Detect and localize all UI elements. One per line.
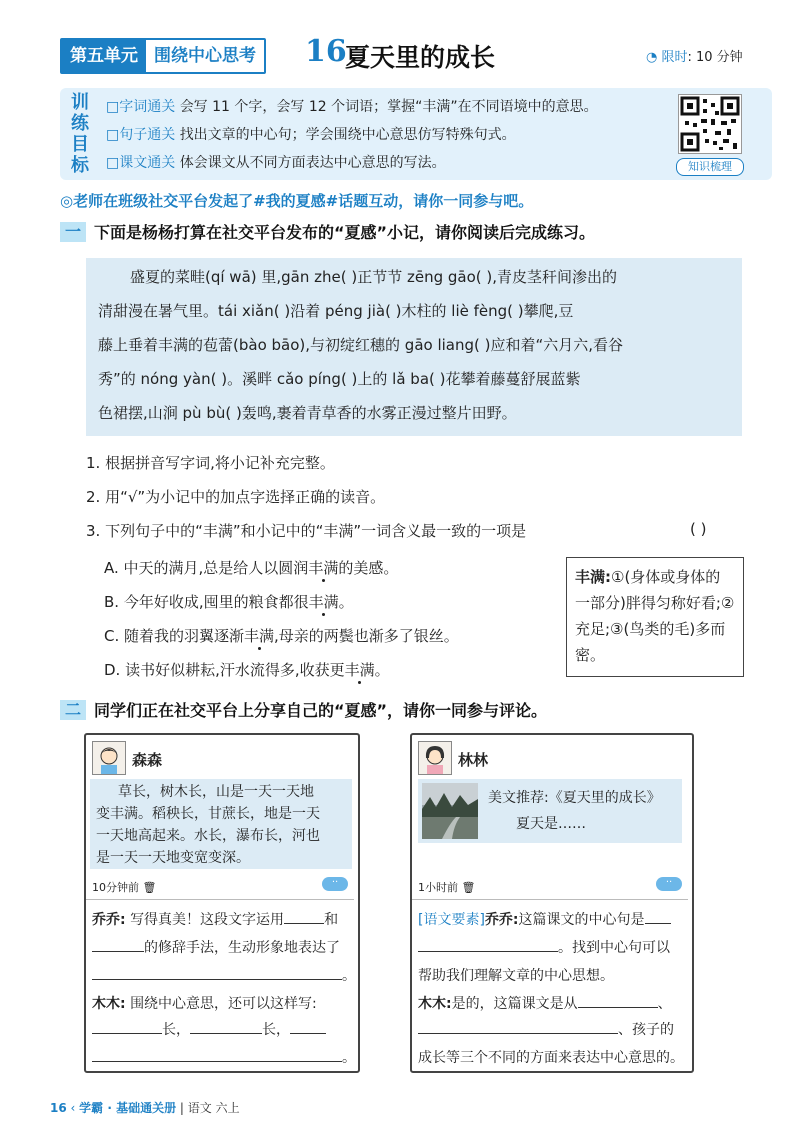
blank[interactable] [290, 1033, 326, 1034]
section-2-heading [60, 698, 547, 721]
divider [412, 899, 688, 900]
page-footer [50, 1099, 240, 1116]
comment-line: 成长等三个不同的方面来表达中心意思的。 [418, 1050, 684, 1066]
comment-text: 是的，这篇课文是从 [451, 996, 578, 1012]
goal-text: 会写 11 个字，会写 12 个词语；掌握“丰满”在不同语境中的意思。 [179, 99, 598, 115]
post-content [90, 779, 352, 869]
option-text: D. 读书好似耕耘,汗水流得多,收获更 [104, 661, 345, 679]
comment-text: 。 [342, 968, 356, 984]
book-title: 学霸 · 基础通关册 [79, 1101, 177, 1115]
commenter-name: 乔乔: [92, 912, 126, 928]
comment-line [92, 965, 356, 985]
divider [86, 899, 354, 900]
passage-line: 秀”的 nóng yàn( )。溪畔 cǎo píng( )上的 lǎ ba( )花攀着藤蔓舒展蓝紫 [98, 370, 581, 388]
comment-text: 。 [342, 1050, 356, 1066]
page-arrow-icon: ‹ [70, 1101, 76, 1115]
comment-text: 、 [657, 996, 672, 1012]
comment-qiaoqiao [92, 909, 338, 929]
goal-sentences [106, 124, 516, 144]
username: 林林 [458, 751, 489, 769]
comment-text: 和 [324, 912, 339, 928]
trash-icon[interactable]: 🗑 [461, 881, 476, 894]
comment-mumu [92, 993, 317, 1013]
blank[interactable] [92, 951, 144, 952]
time-text: 10分钟前 [92, 881, 139, 894]
time-text: 1小时前 [418, 881, 458, 894]
comment-line [418, 937, 670, 957]
option-text: 的美感。 [338, 559, 399, 577]
option-text: C. 随着我的羽翼逐渐 [104, 627, 245, 645]
comment-line: 帮助我们理解文章的中心思想。 [418, 968, 614, 984]
answer-paren[interactable]: ( ) [690, 520, 707, 538]
more-button[interactable]: ·· [656, 877, 682, 891]
blank[interactable] [92, 1033, 162, 1034]
goal-text-comprehension [106, 152, 446, 172]
username: 森森 [132, 751, 163, 769]
goal-words [106, 96, 598, 116]
definition-box [566, 557, 744, 677]
option-c[interactable] [104, 625, 459, 646]
comment-line [92, 1047, 356, 1067]
comment-text: 、孩子的 [618, 1022, 674, 1038]
option-d[interactable] [104, 659, 390, 680]
commenter-name: 木木: [418, 996, 452, 1012]
blank[interactable] [418, 951, 558, 952]
time-limit-label: 限时 [661, 50, 688, 65]
section-number: 一 [60, 222, 86, 242]
passage-box [86, 258, 742, 436]
blank[interactable] [284, 923, 324, 924]
comment-line [92, 1019, 326, 1039]
option-keyword: 丰满 [308, 559, 339, 577]
knowledge-review-label[interactable]: 知识梳理 [676, 158, 744, 176]
recommendation-title: 美文推荐:《夏天里的成长》 [488, 790, 661, 806]
blank[interactable] [418, 1033, 618, 1034]
option-text: B. 今年好收成,囤里的粮食都很 [104, 593, 309, 611]
option-text: 。 [338, 593, 354, 611]
passage-line: 盛夏的菜畦(qí wā) 里,gān zhe( )正节节 zēng gāo( ),青皮茎秆间渗出的 [130, 268, 618, 286]
passage-line: 藤上垂着丰满的苞蕾(bào bāo),与初绽红穗的 gāo liang( )应和着“六月六,看谷 [98, 336, 624, 354]
question-3: 3. 下列句子中的“丰满”和小记中的“丰满”一词含义最一致的一项是 [86, 522, 527, 540]
comment-text: 。找到中心句可以 [558, 940, 670, 956]
unit-label: 第五单元 [62, 40, 146, 72]
lesson-number: 16 [305, 34, 347, 69]
more-button[interactable]: ·· [322, 877, 348, 891]
passage-line: 清甜漫在暑气里。tái xiǎn( )沿着 péng jià( )木柱的 liè fèng( )攀爬,豆 [98, 302, 574, 320]
post-line: 变丰满。稻秧长，甘蔗长，地是一天 [96, 806, 320, 822]
comment-text: 长， [162, 1022, 190, 1038]
lesson-title: 夏天里的成长 [345, 43, 496, 72]
unit-banner [60, 38, 266, 74]
recommendation-excerpt: 夏天是…… [516, 816, 586, 832]
option-a[interactable] [104, 557, 398, 578]
question-1: 1. 根据拼音写字词,将小记补充完整。 [86, 454, 335, 472]
post-card-sensen [84, 733, 360, 1073]
time-limit [646, 46, 743, 65]
blank[interactable] [190, 1033, 262, 1034]
element-tag: [语文要素] [418, 912, 485, 928]
comment-line [92, 937, 340, 957]
time-limit-value: : 10 分钟 [687, 50, 743, 65]
post-time [92, 879, 156, 895]
comment-mumu [418, 993, 672, 1013]
invite-text: ◎老师在班级社交平台发起了#我的夏感#话题互动，请你一同参与吧。 [60, 192, 534, 210]
blank[interactable] [645, 923, 671, 924]
avatar [418, 741, 452, 775]
goal-tag[interactable]: □课文通关 [106, 155, 176, 171]
section-title: 下面是杨杨打算在社交平台发布的“夏感”小记，请你阅读后完成练习。 [94, 223, 596, 242]
definition-term: 丰满: [575, 568, 611, 586]
post-card-linlin [410, 733, 694, 1073]
goals-label-char: 目 [71, 134, 89, 155]
post-line: 是一天一天地变宽变深。 [96, 850, 250, 866]
goal-text: 找出文章的中心句；学会围绕中心意思仿写特殊句式。 [179, 127, 516, 143]
comment-text: 的修辞手法，生动形象地表达了 [144, 940, 340, 956]
page-number: 16 [50, 1101, 67, 1115]
option-b[interactable] [104, 591, 354, 612]
option-keyword: 丰满 [308, 593, 339, 611]
goal-tag[interactable]: □字词通关 [106, 99, 176, 115]
option-text: ,母亲的两鬓也渐多了银丝。 [274, 627, 459, 645]
landscape-image [422, 783, 478, 839]
topic-label: 围绕中心思考 [146, 40, 264, 72]
avatar [92, 741, 126, 775]
option-keyword: 丰满 [344, 661, 375, 679]
footer-separator: | [179, 1101, 184, 1115]
definition-text: ①(身体或身体的一部分)胖得匀称好看;②充足;③(鸟类的毛)多而密。 [575, 568, 735, 664]
goals-label-char: 标 [71, 155, 89, 176]
blank[interactable] [578, 1007, 658, 1008]
goal-text: 体会课文从不同方面表达中心意思的写法。 [179, 155, 446, 171]
blank[interactable] [92, 1061, 342, 1062]
comment-text: 长， [262, 1022, 290, 1038]
commenter-name: 乔乔: [484, 912, 519, 928]
section-number: 二 [60, 700, 86, 720]
question-2: 2. 用“√”为小记中的加点字选择正确的读音。 [86, 488, 386, 506]
goals-label-char: 练 [71, 113, 89, 134]
training-goals-box [60, 88, 772, 180]
section-1-heading [60, 220, 595, 243]
subject-grade: 语文 六上 [187, 1101, 240, 1115]
comment-text: 写得真美！这段文字运用 [130, 912, 285, 928]
comment-text: 这篇课文的中心句是 [518, 912, 645, 928]
comment-text: 围绕中心意思，还可以这样写: [130, 996, 317, 1012]
blank[interactable] [92, 979, 342, 980]
goal-tag[interactable]: □句子通关 [106, 127, 176, 143]
post-time [418, 879, 475, 895]
goals-label [68, 92, 92, 176]
comment-qiaoqiao [418, 909, 671, 929]
section-title: 同学们正在社交平台上分享自己的“夏感”，请你一同参与评论。 [94, 701, 548, 720]
option-keyword: 丰满 [244, 627, 275, 645]
trash-icon[interactable]: 🗑 [142, 881, 157, 894]
option-text: A. 中天的满月,总是给人以圆润 [104, 559, 309, 577]
comment-line [418, 1019, 674, 1039]
qr-code-icon[interactable] [678, 94, 742, 154]
option-text: 。 [374, 661, 390, 679]
commenter-name: 木木: [92, 996, 126, 1012]
clock-icon: ◔ [646, 50, 658, 65]
post-line: 草长，树木长，山是一天一天地 [118, 784, 314, 800]
goals-label-char: 训 [71, 92, 89, 113]
post-line: 一天地高起来。水长，瀑布长，河也 [96, 828, 320, 844]
recommendation-box[interactable] [418, 779, 682, 843]
passage-line: 色裙摆,山涧 pù bù( )轰鸣,裹着青草香的水雾正漫过整片田野。 [98, 404, 517, 422]
